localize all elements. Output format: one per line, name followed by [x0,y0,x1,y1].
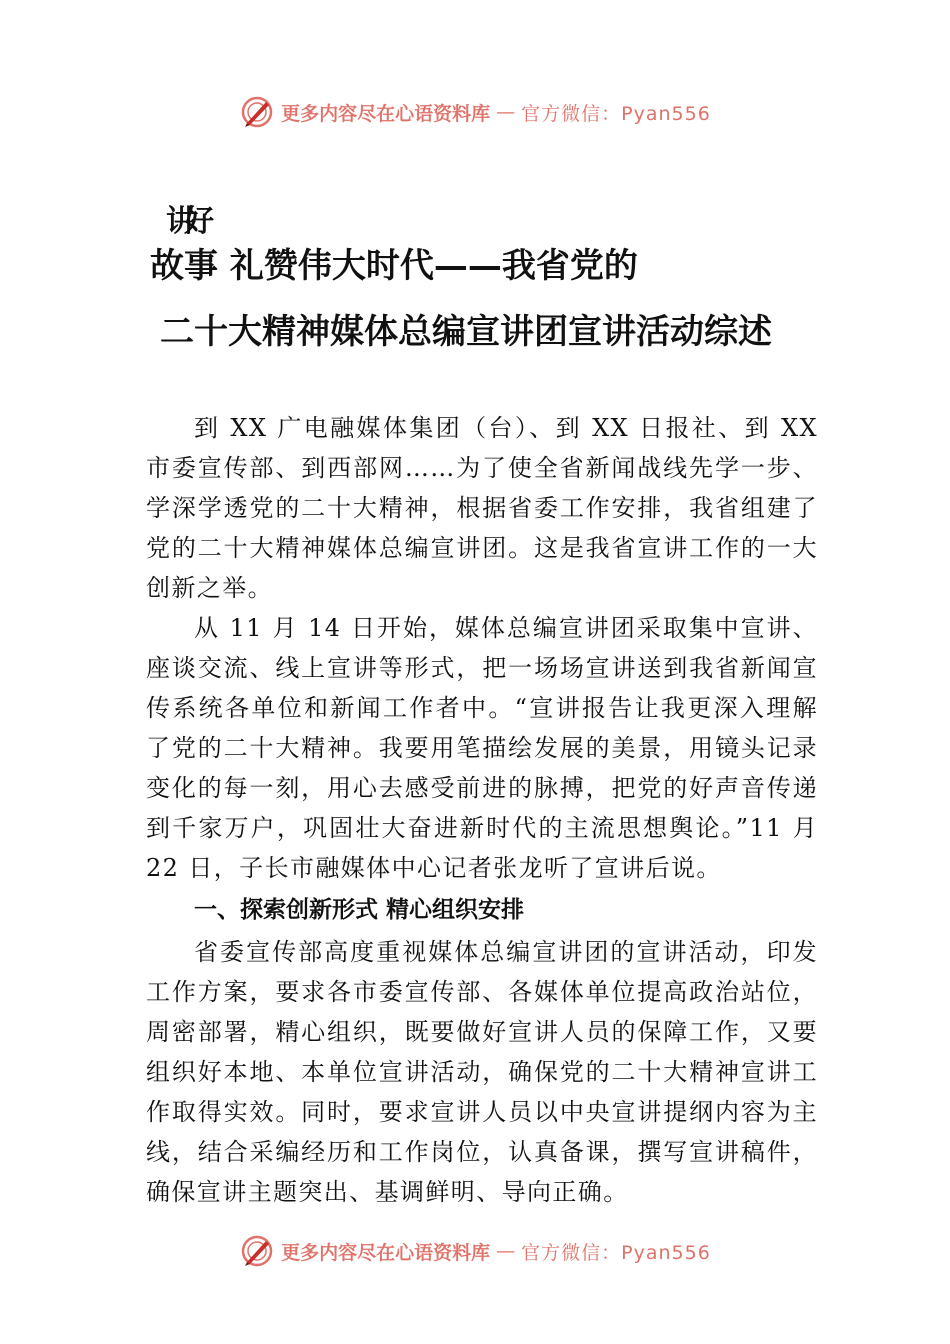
watermark-wechat: 官方微信：Pyan556 [521,102,711,125]
title-line-1: 故事 礼赞伟大时代——我省党的 [150,246,638,286]
title-line-2: 二十大精神媒体总编宣讲团宣讲活动综述 [160,312,772,352]
paragraph-1: 到 XX 广电融媒体集团（台）、到 XX 日报社、到 XX 市委宣传部、到西部网……为了使全省新闻战线先学一步、 学深学透党的二十大精神，根据省委工作安排，我省组建了党的二十大精神媒体总编宣讲团。这是我省宣讲工作的一大创新之举。 [146,414,818,602]
watermark-text: 更多内容尽在心语资料库 [281,102,491,125]
paragraph-2: 从 11 月 14 日开始，媒体总编宣讲团采取集中宣讲、座谈交流、线上宣讲等形式，把一场场宣讲送到我省新闻宣传系统各单位和新闻工作者中。“宣讲报告让我更深入理解了党的二十大精神。我要用笔描绘发展的美景，用镜头记录变化的每一刻，用心去感受前进的脉搏，把党的好声音传递到千家万户，巩固壮大奋进新时代的主流思想舆论。”11 月 22 日，子长市融媒体中心记者张龙听了宣讲后说。 [146,614,818,882]
watermark-text: 更多内容尽在心语资料库 [281,1241,491,1264]
footer-watermark [0,1233,950,1269]
pen-logo-icon [239,94,275,130]
document-body [146,408,818,1212]
section-heading-1: 一、探索创新形式 精心组织安排 [194,897,525,923]
watermark-wechat: 官方微信：Pyan556 [521,1241,711,1264]
watermark-dash: — [496,101,516,123]
title-prefix: 讲好 [166,204,202,239]
pen-logo-icon [239,1233,275,1269]
watermark-dash: — [496,1240,516,1262]
header-watermark [0,94,950,130]
paragraph-3: 省委宣传部高度重视媒体总编宣讲团的宣讲活动，印发工作方案，要求各市委宣传部、各媒体单位提高政治站位， 周密部署，精心组织，既要做好宣讲人员的保障工作，又要组织好本地、本单位宣讲活动，确保党的二十大精神宣讲工作取得实效。同时，要求宣讲人员以中央宣讲提纲内容为主线，结合采编经历和工作岗位，认真备课，撰写宣讲稿件， 确保宣讲主题突出、基调鲜明、导向正确。 [146,938,818,1206]
